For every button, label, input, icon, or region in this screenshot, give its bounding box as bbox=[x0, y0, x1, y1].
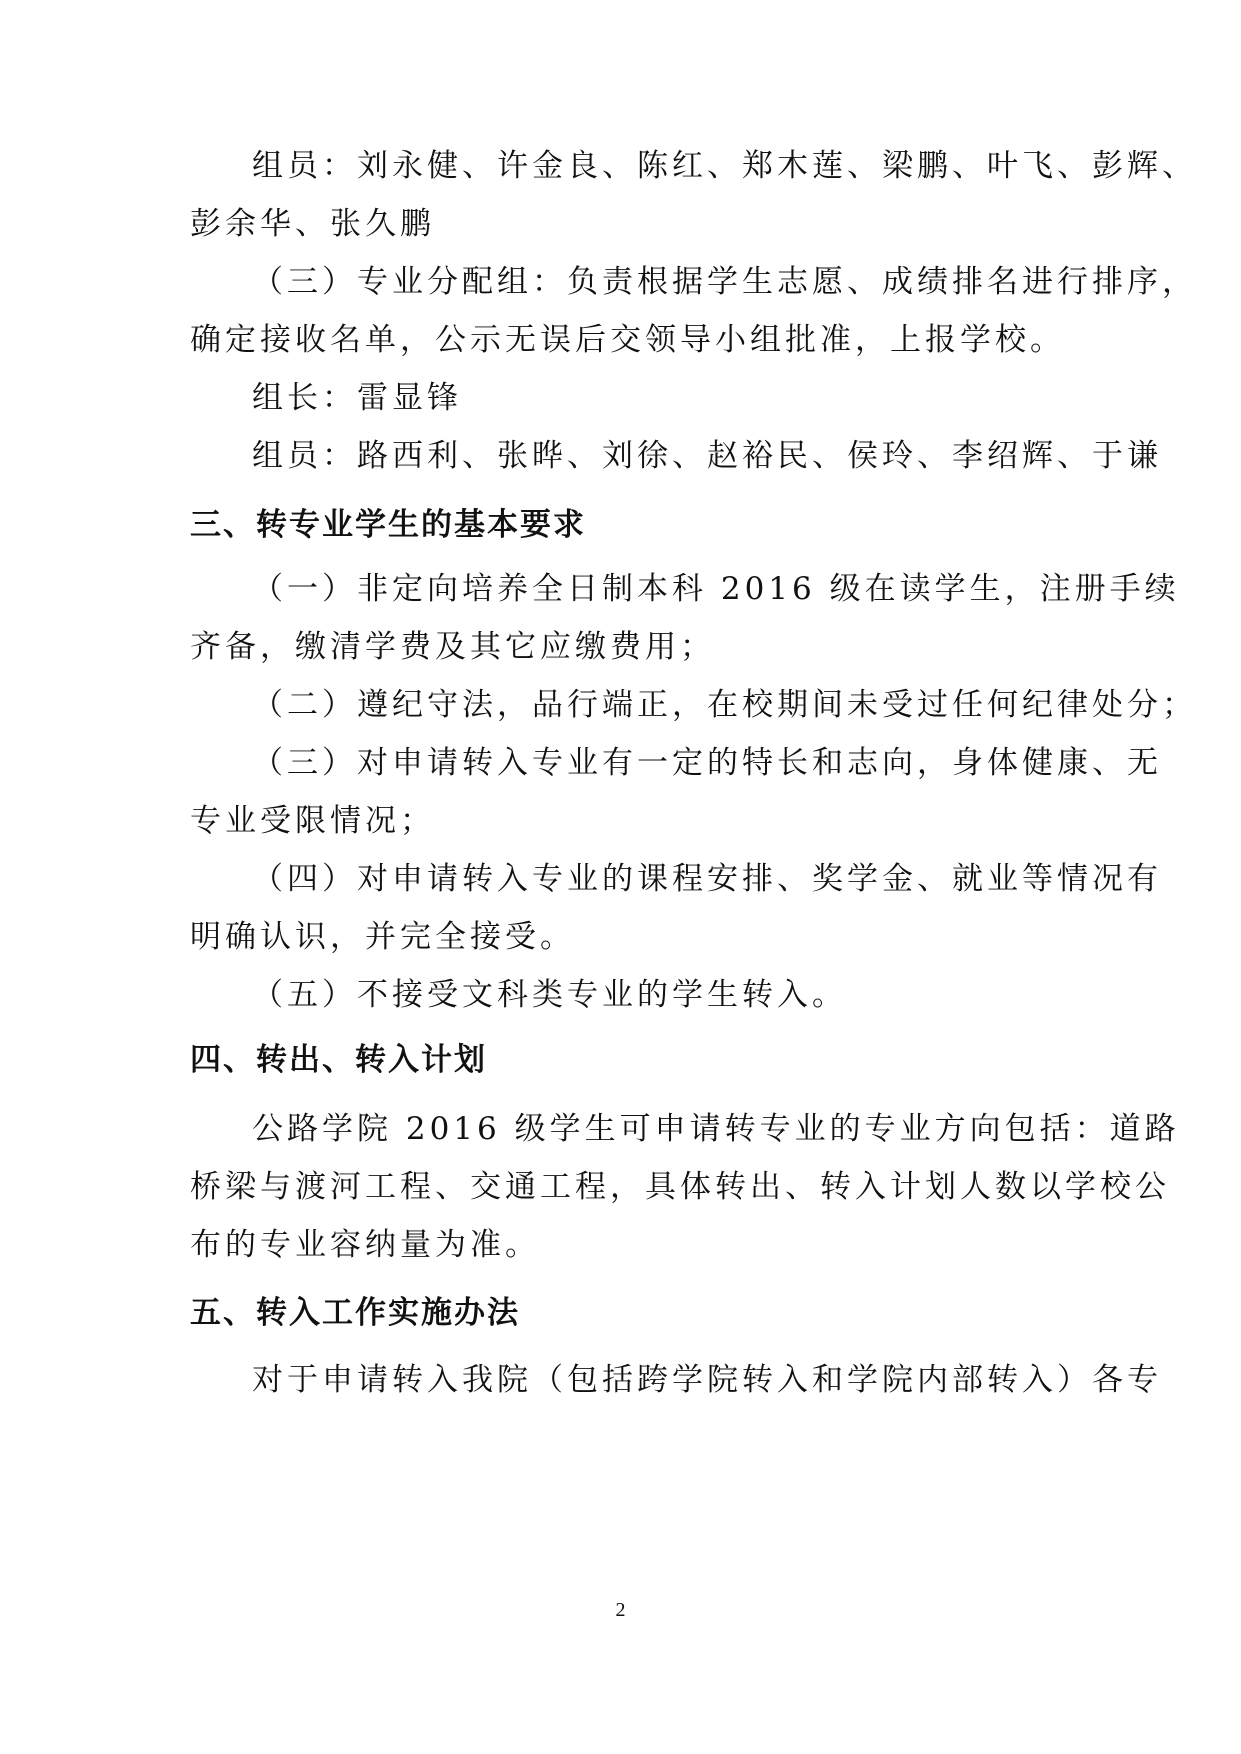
requirement-1-line-2: 齐备，缴清学费及其它应缴费用； bbox=[190, 629, 715, 665]
section-heading-3: 三、转专业学生的基本要求 bbox=[190, 507, 586, 543]
plan-paragraph-line-2: 桥梁与渡河工程、交通工程，具体转出、转入计划人数以学校公 bbox=[190, 1169, 1170, 1205]
requirement-5-line: （五）不接受文科类专业的学生转入。 bbox=[252, 977, 847, 1013]
allocation-group-line-1: （三）专业分配组：负责根据学生志愿、成绩排名进行排序， bbox=[252, 264, 1197, 300]
group-members-line-2: 彭余华、张久鹏 bbox=[190, 206, 435, 242]
section-heading-5: 五、转入工作实施办法 bbox=[190, 1295, 520, 1331]
requirement-4-line-1: （四）对申请转入专业的课程安排、奖学金、就业等情况有 bbox=[252, 861, 1162, 897]
requirement-3-line-2: 专业受限情况； bbox=[190, 803, 435, 839]
allocation-group-line-2: 确定接收名单，公示无误后交领导小组批准，上报学校。 bbox=[190, 322, 1065, 358]
section-heading-4: 四、转出、转入计划 bbox=[190, 1042, 487, 1078]
requirement-2-line: （二）遵纪守法，品行端正，在校期间未受过任何纪律处分； bbox=[252, 687, 1197, 723]
implementation-paragraph-line-1: 对于申请转入我院（包括跨学院转入和学院内部转入）各专 bbox=[252, 1362, 1162, 1398]
group-members-line-1: 组员：刘永健、许金良、陈红、郑木莲、梁鹏、叶飞、彭辉、 bbox=[252, 148, 1197, 184]
requirement-4-line-2: 明确认识，并完全接受。 bbox=[190, 919, 575, 955]
plan-paragraph-line-3: 布的专业容纳量为准。 bbox=[190, 1227, 540, 1263]
requirement-1-line-1: （一）非定向培养全日制本科 2016 级在读学生，注册手续 bbox=[252, 571, 1180, 607]
allocation-members-line: 组员：路西利、张晔、刘徐、赵裕民、侯玲、李绍辉、于谦 bbox=[252, 438, 1162, 474]
plan-paragraph-line-1: 公路学院 2016 级学生可申请转专业的专业方向包括：道路 bbox=[252, 1111, 1180, 1147]
requirement-3-line-1: （三）对申请转入专业有一定的特长和志向，身体健康、无 bbox=[252, 745, 1162, 781]
page-number: 2 bbox=[615, 1599, 626, 1621]
group-leader-line: 组长：雷显锋 bbox=[252, 380, 462, 416]
